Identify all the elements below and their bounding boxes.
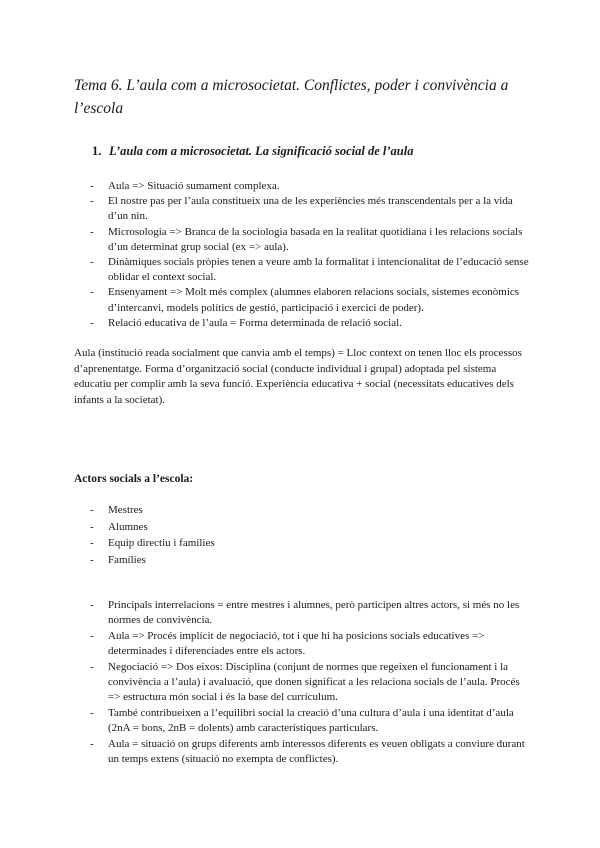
list-item: - Famílies — [90, 552, 530, 569]
list-item: - També contribueixen a l’equilibri social la creació d’una cultura d’aula i una identitat d’aula (2nA = bons, 2nB = dolents) amb característiques particulars. — [90, 706, 530, 737]
list-item: - Equip directiu i famílies — [90, 535, 530, 552]
list-item: - Aula = situació on grups diferents amb interessos diferents es veuen obligats a conviure durant un temps extens (situació no exempta de conflictes). — [90, 737, 530, 768]
list-item: - Dinàmiques socials pròpies tenen a veure amb la formalitat i intencionalitat de l’educació sense oblidar el context social. — [90, 255, 530, 285]
list-item: - Principals interrelacions = entre mestres i alumnes, però participen altres actors, si més no les normes de convivència. — [90, 598, 530, 629]
actors-heading: Actors socials a l’escola: — [74, 473, 194, 485]
list-item: - Aula => Procés implícit de negociació, tot i que hi ha posicions socials educatives => determinades i diferenciades entre els actors. — [90, 629, 530, 660]
document-title: Tema 6. L’aula com a microsocietat. Conflictes, poder i convivència a l’escola — [74, 77, 509, 117]
section-heading — [92, 142, 532, 160]
list-item: - Ensenyament => Molt més complex (alumnes elaboren relacions socials, sistemes econòmics d’intercanvi, models polítics de gestió, participació i exercici de poder). — [90, 285, 530, 315]
bullet-list-aula — [90, 179, 530, 331]
list-item: - Relació educativa de l’aula = Forma determinada de relació social. — [90, 316, 530, 331]
list-item: - Alumnes — [90, 519, 530, 536]
section-number: 1. — [92, 144, 102, 158]
list-item: - Microsologia => Branca de la sociologia basada en la realitat quotidiana i les relacions socials d’un determinat grup social (ex => aula). — [90, 225, 530, 255]
aula-definition-paragraph: Aula (institució reada socialment que canvia amb el temps) = Lloc context on tenen lloc els processos d’aprenentatge. Forma d’organització social (conducte individual i grupal) adoptada pel sistema educatiu per complir amb la seva funció. Experiència educativa + social (necessitats educatives dels infants a la societat). — [74, 347, 522, 406]
list-item: - Mestres — [90, 502, 530, 519]
section-heading-text: L’aula com a microsocietat. La significació social de l’aula — [109, 144, 414, 158]
bullet-list-interrelations — [90, 598, 530, 767]
list-item: - Negociació => Dos eixos: Disciplina (conjunt de normes que regeixen el funcionament i la convivència a l’aula) i avaluació, que donen significat a les relaciona socials de l’aula. Procés => estructura món social i és la base del currículum. — [90, 660, 530, 706]
list-item: - Aula => Situació sumament complexa. — [90, 179, 530, 194]
list-item: - El nostre pas per l’aula constitueix una de les experiències més transcendentals per a la vida d’un nin. — [90, 194, 530, 224]
actors-list — [90, 502, 530, 568]
